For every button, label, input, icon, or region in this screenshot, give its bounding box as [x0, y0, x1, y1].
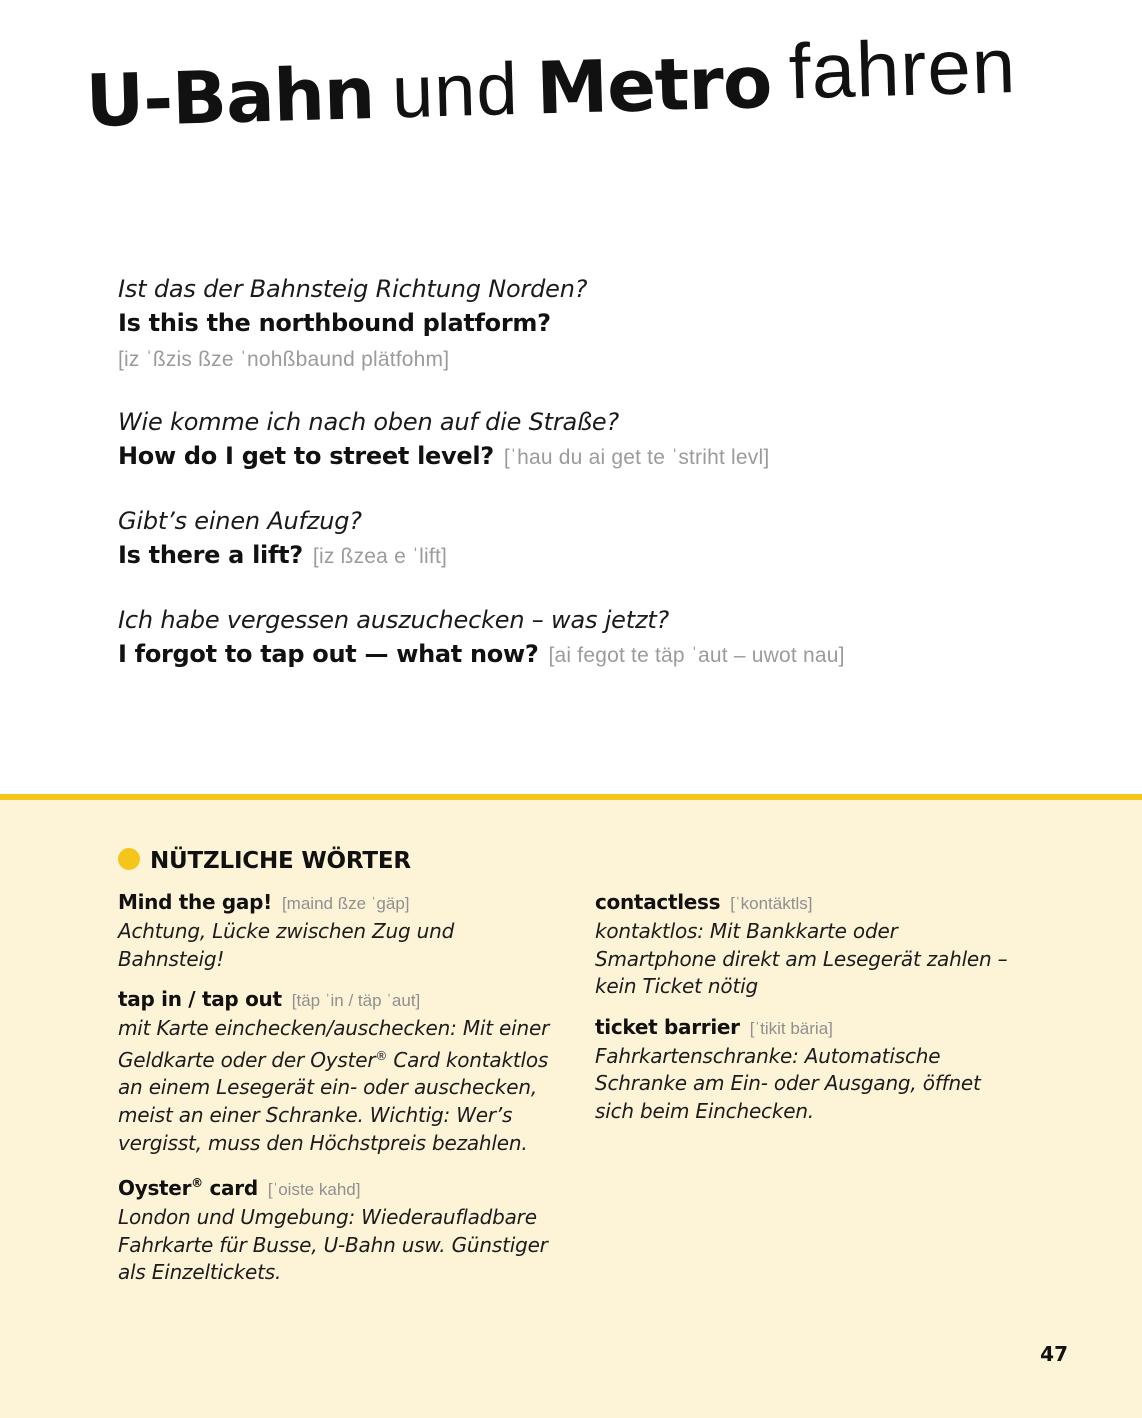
- vocab-term: contactless: [595, 890, 721, 914]
- page-title: [84, 21, 1088, 180]
- vocab-definition: Achtung, Lücke zwischen Zug und Bahnsteig!: [118, 919, 455, 971]
- title-word-fahren: fahren: [787, 21, 1018, 116]
- useful-words-title: NÜTZLICHE WÖRTER: [150, 848, 411, 874]
- phrase-english-line: [118, 538, 1078, 575]
- vocab-column-left: [118, 888, 558, 1299]
- phrase-pronunciation: [ai fegot te täp ˈaut – uwot nau]: [548, 644, 845, 667]
- vocab-entry: [118, 1169, 558, 1287]
- phrase-english-line: [118, 306, 1078, 343]
- vocab-term-part: card: [202, 1176, 258, 1201]
- title-word-metro: Metro: [535, 39, 773, 131]
- bullet-dot-icon: [118, 848, 140, 870]
- phrase-item: [118, 272, 1078, 377]
- vocab-column-right: [595, 888, 1015, 1138]
- title-word-u-bahn: U-Bahn: [84, 50, 376, 144]
- phrase-german: Ich habe vergessen auszuchecken – was jetzt?: [118, 606, 670, 634]
- registered-mark: ®: [375, 1048, 388, 1063]
- vocab-definition: kontaktlos: Mit Bankkarte oder Smartphone direkt am Lesegerät zahlen – kein Ticket nötig: [595, 919, 1008, 999]
- vocab-term-line: [118, 1169, 558, 1204]
- phrase-list: [118, 272, 1078, 702]
- phrase-item: [118, 405, 1078, 476]
- useful-words-box: [0, 794, 1142, 1418]
- vocab-definition: London und Umgebung: Wiederaufladbare Fahrkarte für Busse, U-Bahn usw. Günstiger als Einzeltickets.: [118, 1205, 548, 1285]
- phrase-english-line: [118, 439, 1078, 476]
- phrase-english: I forgot to tap out — what now?: [118, 640, 539, 668]
- vocab-definition-part: mit Karte einchecken/auschecken: Mit einer Geldkarte oder der Oyster: [118, 1016, 550, 1072]
- phrase-english: Is there a lift?: [118, 541, 303, 569]
- phrase-german: Ist das der Bahnsteig Richtung Norden?: [118, 275, 588, 303]
- vocab-term-line: [595, 888, 1015, 918]
- title-word-und: und: [390, 46, 520, 134]
- vocab-term: [118, 1176, 258, 1200]
- registered-mark: ®: [191, 1176, 203, 1191]
- phrase-english: Is this the northbound platform?: [118, 309, 551, 337]
- vocab-pronunciation: [ˈtikit bäria]: [749, 1018, 833, 1038]
- vocab-term-line: [595, 1013, 1015, 1043]
- vocab-entry: [118, 888, 558, 973]
- vocab-pronunciation: [ˈkontäktls]: [730, 894, 813, 913]
- phrase-english: How do I get to street level?: [118, 442, 494, 470]
- phrase-german: Wie komme ich nach oben auf die Straße?: [118, 408, 620, 436]
- page-number: 47: [1040, 1342, 1068, 1366]
- phrase-pronunciation: [iz ˈßzis ßze ˈnohßbaund plätfohm]: [118, 348, 450, 371]
- vocab-entry: [118, 985, 558, 1157]
- phrase-german: Gibt’s einen Aufzug?: [118, 507, 362, 535]
- vocab-term: tap in / tap out: [118, 987, 282, 1012]
- phrase-english-line: [118, 637, 1078, 674]
- vocab-term: Mind the gap!: [118, 890, 272, 914]
- vocab-entry: [595, 888, 1015, 1001]
- phrase-pronunciation: [ˈhau du ai get te ˈstriht levl]: [503, 446, 770, 469]
- phrase-pronunciation: [iz ßzea e ˈlift]: [312, 545, 448, 568]
- phrase-item: [118, 504, 1078, 575]
- vocab-term: ticket barrier: [595, 1014, 740, 1039]
- useful-words-heading: [118, 848, 411, 880]
- vocab-definition-part: Card kontaktlos an einem Lesegerät ein- oder auschecken, meist an einer Schranke. Wichtig: Wer’s vergisst, muss den Höchstpreis bezahlen.: [118, 1047, 549, 1155]
- vocab-entry: [595, 1013, 1015, 1126]
- vocab-pronunciation: [maind ßze ˈgäp]: [281, 894, 410, 913]
- vocab-definition: [118, 1015, 558, 1157]
- vocab-term-line: [118, 985, 558, 1015]
- vocab-pronunciation: [ˈoiste kahd]: [267, 1180, 361, 1200]
- vocab-term-part: Oyster: [118, 1176, 192, 1201]
- vocab-term-line: [118, 888, 558, 918]
- vocab-definition: Fahrkartenschranke: Automatische Schranke am Ein- oder Ausgang, öffnet sich beim Einchecken.: [595, 1043, 981, 1123]
- phrase-item: [118, 603, 1078, 674]
- vocab-pronunciation: [täp ˈin / täp ˈaut]: [291, 991, 421, 1011]
